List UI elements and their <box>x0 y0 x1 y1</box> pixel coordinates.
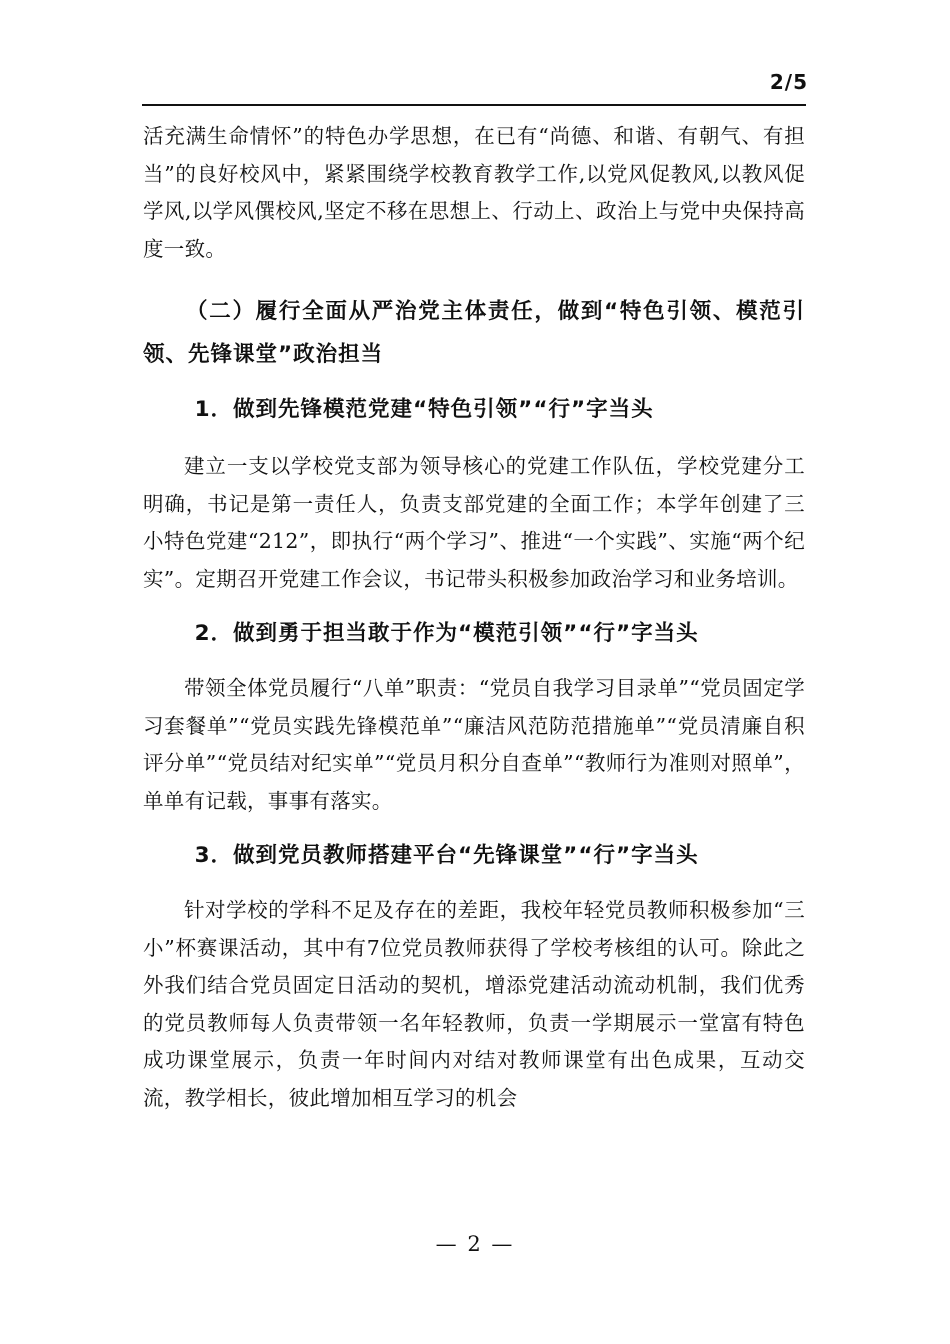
document-body <box>143 118 805 1117</box>
subsection-heading-1: 1．做到先锋模范党建“特色引领”“行”字当头 <box>194 397 654 422</box>
paragraph-2: 带领全体党员履行“八单”职责：“党员自我学习目录单”“党员固定学习套餐单”“党员实践先锋模范单”“廉洁风范防范措施单”“党员清廉自积评分单”“党员结对纪实单”“党员月积分自查单”“教师行为准则对照单”，单单有记载，事事有落实。 <box>143 676 805 813</box>
section-heading: （二）履行全面从严治党主体责任，做到“特色引领、模范引领、先锋课堂”政治担当 <box>143 299 805 367</box>
page-counter: 2/5 <box>769 70 808 94</box>
header-divider <box>142 104 806 106</box>
subsection-heading-3: 3．做到党员教师搭建平台“先锋课堂”“行”字当头 <box>194 843 699 868</box>
paragraph-continued: 活充满生命情怀”的特色办学思想，在已有“尚德、和谐、有朝气、有担当”的良好校风中，紧紧围绕学校教育教学工作,以党风促教风,以教风促学风,以学风僎校风,坚定不移在思想上、行动上、政治上与党中央保持高度一致。 <box>143 124 805 261</box>
subsection-heading-2: 2．做到勇于担当敢于作为“模范引领”“行”字当头 <box>194 621 699 646</box>
paragraph-1: 建立一支以学校党支部为领导核心的党建工作队伍，学校党建分工明确，书记是第一责任人，负责支部党建的全面工作；本学年创建了三小特色党建“212”，即执行“两个学习”、推进“一个实践”、实施“两个纪实”。定期召开党建工作会议，书记带头积极参加政治学习和业务培训。 <box>143 454 805 591</box>
paragraph-3: 针对学校的学科不足及存在的差距，我校年轻党员教师积极参加“三小”杯赛课活动，其中有7位党员教师获得了学校考核组的认可。除此之外我们结合党员固定日活动的契机，增添党建活动流动机制，我们优秀的党员教师每人负责带领一名年轻教师，负责一学期展示一堂富有特色成功课堂展示，负责一年时间内对结对教师课堂有出色成果，互动交流，教学相长，彼此增加相互学习的机会 <box>143 898 805 1110</box>
page-number-footer: — 2 — <box>435 1232 515 1256</box>
